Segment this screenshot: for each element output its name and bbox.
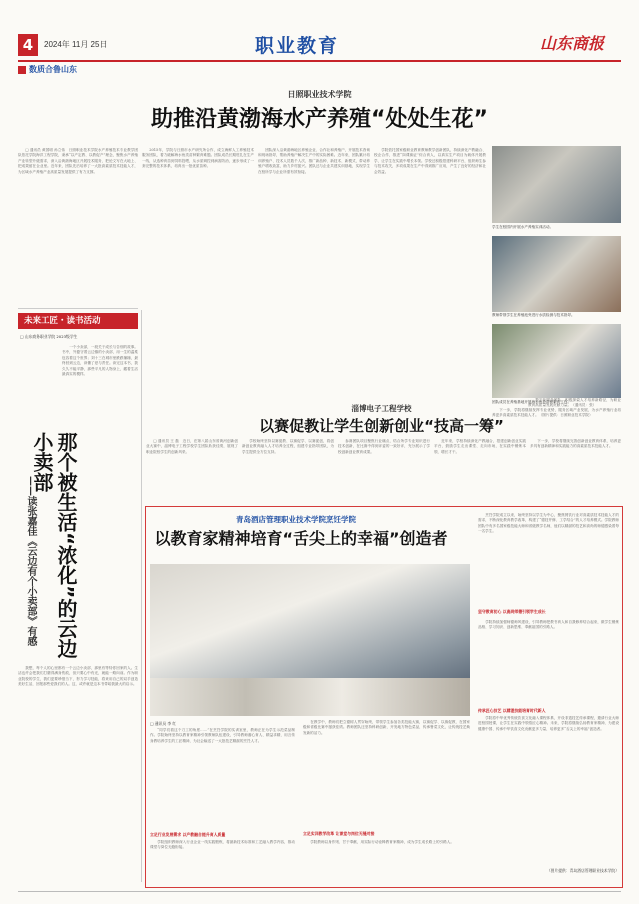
article3-headline: 以教育家精神培育“舌尖上的幸福”创造者 bbox=[154, 529, 448, 548]
tag-square-icon bbox=[18, 66, 26, 74]
article3-paragraph: 学院持续加强师德师风建设，引导教师把教书育人和自我修养结合起来，做学生锤炼品格、学习知识、创新思维、奉献祖国的引路人。 bbox=[478, 620, 619, 630]
article3-paragraph: 学院将中华优秀传统饮食文化融入课程体系，开设非遗技艺传承课程，邀请行业大师进校园授课，让学生在实践中领悟匠心精神。未来，学院将继续弘扬教育家精神，为建设健康中国、传承中华饮食文化贡献更多力量，培养更多“舌尖上的幸福”创造者。 bbox=[478, 716, 619, 731]
sub-section-label: 数质合鲁山东 bbox=[29, 65, 77, 74]
section-title: 职业教育 bbox=[255, 35, 340, 57]
article2-paragraph: 学校始终坚持以赛促教、以赛促学、以赛促创，将创新创业教育融入人才培养全过程，组建专业指导团队，为学生提供全方位支持。 bbox=[242, 439, 334, 454]
article3-subhead-4: 立足实训教学改革 让课堂与岗位无缝对接 bbox=[303, 831, 375, 836]
article3-paragraph: 烹饪学院成立以来，始终坚持以学生为中心，聚焦餐饮行业对高素质技术技能人才的需求，不断深化教育教学改革，构建了“德技并修、工学结合”的人才培养模式。学院教师团队中有多名国家级技能大师和省级教学名师，他们以精湛的技艺和高尚的师德感染着每一名学生。 bbox=[478, 513, 619, 534]
side-paragraph: 我想，每个人的心里都有一个云边小卖部，那里有等待你回家的人。生活也许会把我们打磨得满身伤痕，但只要心中有光，就能一路向前。作为职业院校的学生，我们更要珍惜当下，努力学习技能，将来用自己的双手创造美好生活，回报那些爱我们的人。这，或许就是这本书带给我最大的启示。 bbox=[18, 666, 138, 687]
header-rule bbox=[18, 60, 621, 62]
article3-byline: □ 通讯员 李 红 bbox=[150, 721, 177, 726]
article2-column-2 bbox=[242, 439, 334, 505]
article1-caption-1: 学生在校园内开展水产养殖实训活动。 bbox=[492, 225, 554, 229]
article-paragraph: 数字化服务团队，积极探索人才培养新路径，为职业教育高质量发展贡献力量。（通讯员：张） bbox=[528, 398, 621, 408]
article1-photo-3 bbox=[492, 324, 621, 398]
side-headline: 那个被生活“浓化”的云边小卖部 bbox=[30, 432, 78, 659]
article2-column-4 bbox=[434, 439, 526, 505]
issue-date: 2024年 11月 25日 bbox=[44, 40, 108, 49]
side-subheadline: ——读张嘉佳《云边有个小卖部》有感 bbox=[25, 476, 36, 646]
footer-rule bbox=[18, 891, 621, 892]
article2-paragraph: □ 通讯员 王 磊 近日，在第八届山东省黄河创新创业大赛中，淄博电子工程学校学生团队斩获佳绩，展现了职业院校学生的创新风采。 bbox=[146, 439, 238, 454]
article1-paragraph: 团队深入沿黄渤海地区养殖企业、合作社和养殖户，开展技术咨询和现场指导，帮助养殖户解决生产中的实际困难。近年来，团队累计培训养殖户、技术人员数千人次，推广新品种、新技术、新模式，带动养殖户增收致富，助力乡村振兴。团队还与企业共建实训基地，实现学生在校所学与企业所需有效衔接。 bbox=[258, 148, 370, 174]
article1-paragraph: 下一步，学院将继续发挥专业优势，服务区域产业发展，为水产养殖行业培养更多高素质技术技能人才。（图片提供：日照职业技术学院） bbox=[492, 408, 621, 418]
article3-right-column-3 bbox=[478, 716, 619, 866]
article3-paragraph: 学院教师以身作则、甘于奉献，用实际行动诠释教育家精神，成为学生成长路上的引路人。 bbox=[310, 840, 454, 844]
article2-column-3 bbox=[338, 439, 430, 505]
article2-paragraph: 下一步，学校将继续完善创新创业教育体系，培养更多具有创新精神和实践能力的高素质技术技能人才。 bbox=[530, 439, 621, 449]
page-number: 4 bbox=[18, 34, 38, 56]
side-column-header: 未来工匠・读书活动 bbox=[18, 313, 138, 329]
article2-kicker: 淄博电子工程学校 bbox=[351, 404, 412, 413]
article1-headline: 助推沿黄渤海水产养殖“处处生花” bbox=[151, 107, 488, 132]
article3-subhead-2: 传承匠心技艺 以精湛技能培育时代新人 bbox=[478, 708, 546, 713]
article1-caption-2: 教师带领学生在养殖池旁进行水质检测与技术指导。 bbox=[492, 313, 575, 317]
article3-column-2b bbox=[303, 840, 470, 882]
article3-column-2 bbox=[303, 720, 470, 830]
article3-column-1b bbox=[150, 840, 295, 882]
article1-caption-3: 团队成员在养殖基地开展海水鱼类苗种繁育工作。 bbox=[492, 400, 572, 404]
side-body-bottom bbox=[18, 666, 138, 881]
article2-headline: 以赛促教让学生创新创业“技高一筹” bbox=[259, 417, 504, 435]
article1-paragraph: □ 通讯员 黄国明 孙立伟 日照职业技术学院水产养殖技术专业教学团队依托学院海洋工程学院，秉承“以产定教、以教促产”理念，聚焦水产养殖产业转型升级需求，深入沿黄渤海地区开展技术服务，把论文写在大地上、把成果留在企业里。近年来，团队先后培养了一大批高素质技术技能人才，为区域水产养殖产业高质量发展提供了有力支撑。 bbox=[18, 148, 138, 174]
article1-paragraph: 2015年，学院与日照市水产研究所合作，成立海鲜人工养殖技术服务团队，着力破解海水鱼类苗种繁育难题。团队成员长期驻扎在生产一线，从选种育苗到饲料投喂，从水质调控到病害防治，逐步形成了一套完整的技术体系，培育出一批优质苗种。 bbox=[142, 148, 254, 169]
article3-photo-credit: （图片提供：青岛酒店管理职业技术学院） bbox=[546, 868, 619, 873]
side-byline: □ 山东商务职业学院 2023级学生 bbox=[20, 334, 78, 339]
article3-column-1 bbox=[150, 728, 295, 828]
side-paragraph: 一个小卖部，一段关于成长与告别的故事。书中，外婆守着云边镇的小卖部，用一生的温柔包容着这个世界；刘十三在城市里跌跌撞撞，最终回到云边，读懂了爱与责任。读完这本书，我久久不能平静，那些平凡的人物身上，藏着生活最真实的模样。 bbox=[62, 345, 138, 377]
article1-photo-2 bbox=[492, 236, 621, 312]
photo-foreground bbox=[150, 678, 470, 716]
article3-group-photo bbox=[150, 564, 470, 716]
article1-paragraph: 学院依托国家级职业教育教师教学创新团队，持续深化产教融合、校企合作，推进“岗课赛证”综合育人，以真实生产项目为载体开展教学，让学生在实践中增长本领。学校还积极搭建科研平台，组织师生参与技术攻关，多项成果在生产中得到推广应用，产生了良好的经济和社会效益。 bbox=[374, 148, 486, 174]
article2-column-5 bbox=[530, 439, 621, 505]
article2-column-1 bbox=[146, 439, 238, 505]
masthead-logo: 山东商报 bbox=[540, 34, 605, 53]
article2-paragraph: 参赛团队项目聚焦行业痛点，结合所学专业知识进行技术创新，在比赛中得到评委的一致好评，充分展示了学校创新创业教育成果。 bbox=[338, 439, 430, 454]
article1-kicker: 日照职业技术学院 bbox=[287, 90, 352, 99]
article3-paragraph: 在教学中，教师们把立德树人贯穿始终，带领学生参加各类技能大赛，以赛促学、以赛促教，在国家级和省级比赛中屡获佳绩。教师团队还坚持科研创新，开发地方特色菜品，传承鲁菜文化，让传统技艺焕发新的活力。 bbox=[303, 720, 470, 735]
article3-right-column-2 bbox=[478, 620, 619, 703]
sub-section-tag bbox=[18, 65, 77, 75]
side-body-top bbox=[62, 345, 138, 660]
divider bbox=[18, 308, 138, 309]
article3-subhead-3: 立足行业发展需求 以产教融合提升育人质量 bbox=[150, 832, 226, 837]
article3-paragraph: 学院组织教师深入行业企业一线实践锻炼，将最新技术标准和工艺融入教学内容，推动课堂与岗位无缝衔接。 bbox=[150, 840, 295, 850]
article3-kicker: 青岛酒店管理职业技术学院烹饪学院 bbox=[236, 515, 356, 524]
article3-paragraph: “同学们看这个刀工的角度……”在烹饪学院的实训室里，教师正在为学生示范菜品制作。学院始终坚持以教育家精神引领教师队伍建设，引导教师潜心育人、精益求精，用言传身教培养学生的工匠精神，为社会输送了一大批技艺精湛的烹饪人才。 bbox=[150, 728, 295, 743]
article3-subhead-1: 坚守教育初心 以高尚师德引领学生成长 bbox=[478, 609, 546, 614]
column-divider bbox=[141, 310, 142, 882]
article2-paragraph: 近年来，学校持续深化产教融合，搭建创新创业实践平台，鼓励学生走出课堂、走向市场，在实践中锤炼本领、增长才干。 bbox=[434, 439, 526, 454]
article1-photo-1 bbox=[492, 146, 621, 223]
